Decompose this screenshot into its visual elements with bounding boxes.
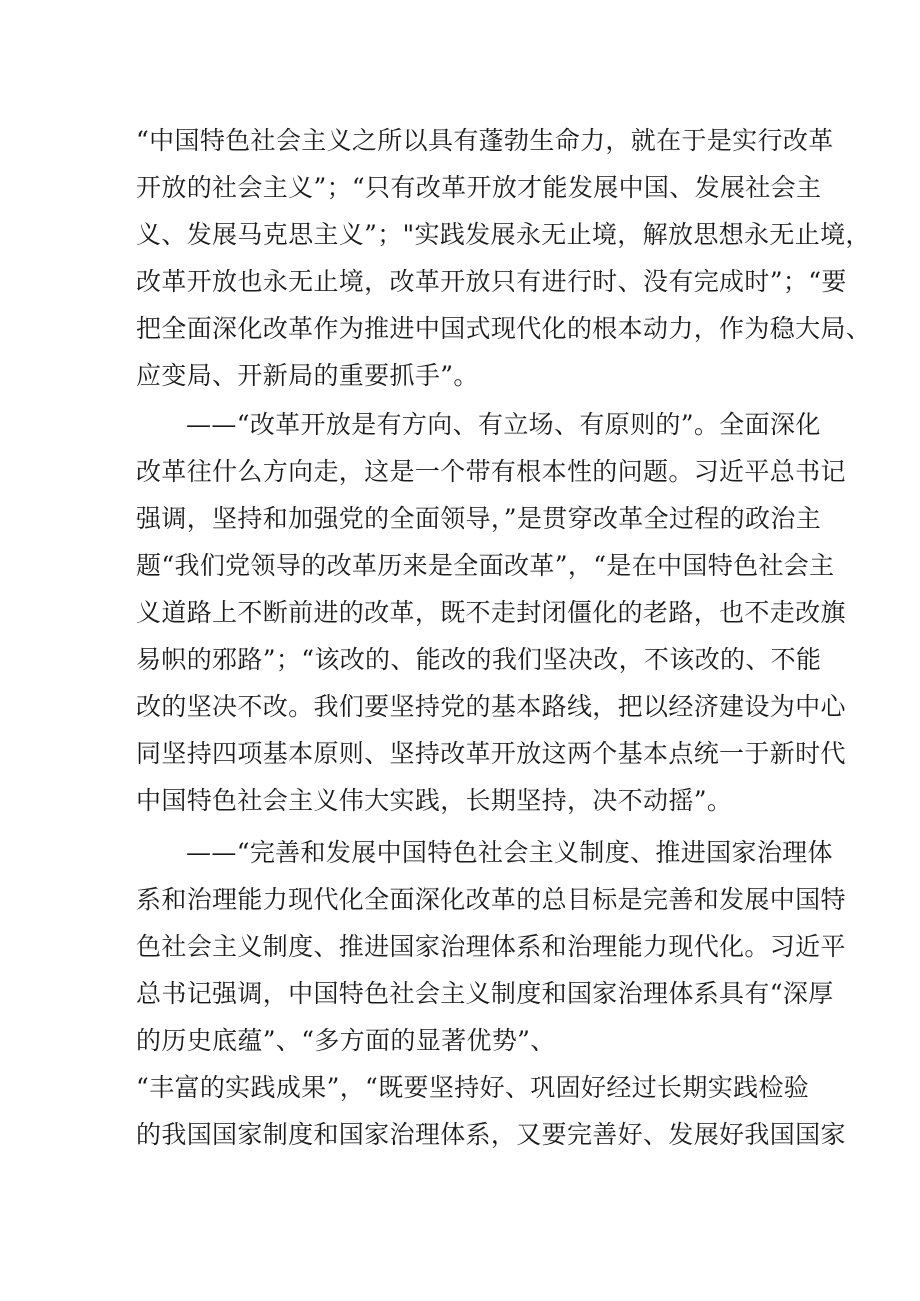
text-line: 应变局、开新局的重要抓手”。 — [136, 361, 479, 390]
text-line: 开放的社会主义”；“只有改革开放才能发展中国、发展社会主 — [136, 173, 822, 202]
text-line: 总书记强调，中国特色社会主义制度和国家治理体系具有“深厚 — [136, 979, 834, 1008]
text-line: 中国特色社会主义伟大实践，长期坚持，决不动摇”。 — [136, 786, 733, 815]
paragraph-start-line: ——“完善和发展中国特色社会主义制度、推进国家治理体 — [186, 838, 833, 867]
text-line: “丰富的实践成果”，“既要坚持好、巩固好经过长期实践检验 — [136, 1073, 810, 1102]
text-line: 色社会主义制度、推进国家治理体系和治理能力现代化。习近平 — [136, 932, 846, 961]
text-line: 义道路上不断前进的改革，既不走封闭僵化的老路，也不走改旗 — [136, 598, 846, 627]
text-line: 改革往什么方向走，这是一个带有根本性的问题。习近平总书记 — [136, 457, 846, 486]
text-line: 把全面深化改革作为推进中国式现代化的根本动力，作为稳大局、 — [136, 314, 872, 343]
text-line: 的我国国家制度和国家治理体系，又要完善好、发展好我国国家 — [136, 1120, 846, 1149]
paragraph-start-line: ——“改革开放是有方向、有立场、有原则的”。全面深化 — [186, 410, 821, 439]
text-line: 易帜的邪路”；“该改的、能改的我们坚决改，不该改的、不能 — [136, 645, 822, 674]
text-line: “中国特色社会主义之所以具有蓬勃生命力，就在于是实行改革 — [136, 126, 834, 155]
text-line: 题“我们党领导的改革历来是全面改革”，“是在中国特色社会主 — [136, 551, 835, 580]
text-line: 义、发展马克思主义”；"实践发展永无止境，解放思想永无止境， — [136, 220, 871, 249]
text-line: 改的坚决不改。我们要坚持党的基本路线，把以经济建设为中心 — [136, 692, 846, 721]
text-line: 系和治理能力现代化全面深化改革的总目标是完善和发展中国特 — [136, 885, 846, 914]
text-line: 同坚持四项基本原则、坚持改革开放这两个基本点统一于新时代 — [136, 739, 846, 768]
text-line: 的历史底蕴”、“多方面的显著优势”、 — [136, 1026, 556, 1055]
text-line: 改革开放也永无止境，改革开放只有进行时、没有完成时”；“要 — [136, 267, 847, 296]
text-line: 强调，坚持和加强党的全面领导，”是贯穿改革全过程的政治主 — [136, 504, 822, 533]
